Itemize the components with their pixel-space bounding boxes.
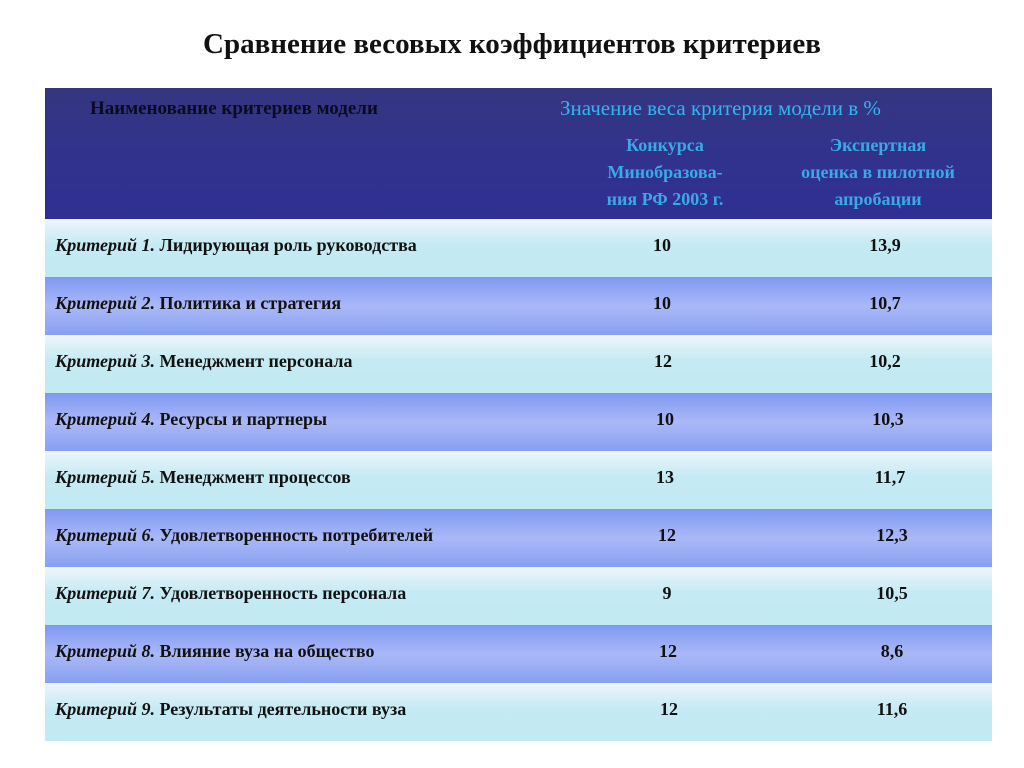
- expert-value: 11,7: [874, 467, 906, 487]
- ministry-value: 10: [656, 409, 674, 429]
- ministry-value: 12: [654, 351, 672, 371]
- table-row: [45, 335, 992, 393]
- header-weight-group: Значение веса критерия модели в %: [560, 96, 881, 120]
- header-criteria-name: Наименование критериев модели: [90, 98, 378, 119]
- table-row: [45, 451, 992, 509]
- criterion-name: Критерий 8. Влияние вуза на общество: [55, 641, 375, 661]
- header-expert-estimate: Экспертная оценка в пилотной апробации: [801, 135, 955, 209]
- table-row: [45, 625, 992, 683]
- expert-value: 10,5: [876, 583, 908, 603]
- ministry-value: 12: [660, 699, 678, 719]
- ministry-value: 10: [653, 293, 671, 313]
- criterion-name: Критерий 4. Ресурсы и партнеры: [55, 409, 328, 429]
- ministry-value: 13: [656, 467, 674, 487]
- table-row: [45, 393, 992, 451]
- criteria-table: [45, 88, 992, 741]
- header-ministry-contest: Конкурса Минобразова- ния РФ 2003 г.: [606, 135, 724, 209]
- expert-value: 10,3: [872, 409, 904, 429]
- criterion-name: Критерий 7. Удовлетворенность персонала: [55, 583, 407, 603]
- expert-value: 11,6: [876, 699, 908, 719]
- criterion-name: Критерий 1. Лидирующая роль руководства: [55, 235, 417, 255]
- page-title: Сравнение весовых коэффициентов критериев: [203, 28, 821, 60]
- criterion-name: Критерий 9. Результаты деятельности вуза: [55, 699, 407, 719]
- criterion-name: Критерий 3. Менеджмент персонала: [55, 351, 353, 371]
- expert-value: 10,7: [869, 293, 901, 313]
- criterion-name: Критерий 5. Менеджмент процессов: [55, 467, 351, 487]
- ministry-value: 9: [662, 583, 672, 603]
- table-row: [45, 277, 992, 335]
- ministry-value: 12: [658, 525, 676, 545]
- criterion-name: Критерий 2. Политика и стратегия: [55, 293, 342, 313]
- criterion-name: Критерий 6. Удовлетворенность потребителей: [55, 525, 434, 545]
- ministry-value: 10: [653, 235, 671, 255]
- ministry-value: 12: [659, 641, 677, 661]
- table-row: [45, 567, 992, 625]
- expert-value: 12,3: [876, 525, 908, 545]
- table-row: [45, 509, 992, 567]
- table-row: [45, 219, 992, 277]
- table-header: [45, 88, 992, 219]
- expert-value: 8,6: [880, 641, 904, 661]
- expert-value: 13,9: [869, 235, 901, 255]
- table-row: [45, 683, 992, 741]
- expert-value: 10,2: [869, 351, 901, 371]
